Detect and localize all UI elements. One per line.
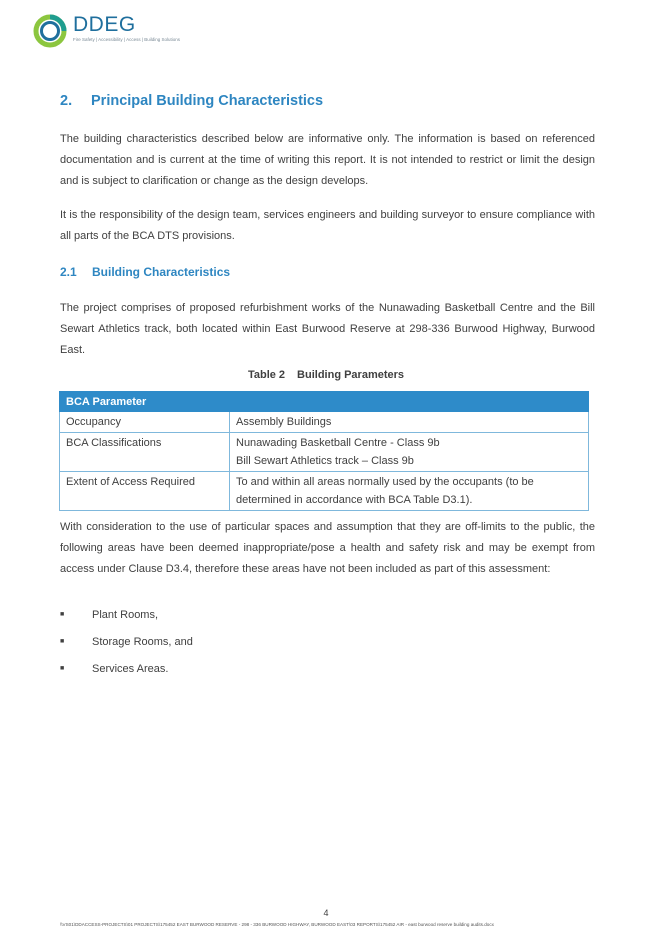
paragraph-responsibility: It is the responsibility of the design team, services engineers and building surveyor to ensure compliance with all parts of the BCA DTS provisions. bbox=[60, 209, 595, 242]
table-header-cell bbox=[230, 392, 589, 412]
table-header-cell: BCA Parameter bbox=[60, 392, 230, 412]
table-caption bbox=[0, 369, 652, 381]
table-cell-value bbox=[230, 412, 589, 433]
table-header-row bbox=[60, 392, 589, 412]
table-caption-title: Building Parameters bbox=[297, 369, 405, 381]
table-cell-line: Nunawading Basketball Centre - Class 9b bbox=[236, 437, 440, 449]
table-cell-line: To and within all areas normally used by the occupants (to be determined in accordance with BCA Table D3.1). bbox=[236, 476, 534, 506]
table-row bbox=[60, 433, 589, 472]
table-cell-parameter: Occupancy bbox=[60, 412, 230, 433]
logo-ring-icon bbox=[33, 14, 67, 48]
table-row bbox=[60, 472, 589, 511]
subsection-title: Building Characteristics bbox=[92, 265, 231, 279]
bullet-square-icon: ■ bbox=[60, 638, 65, 645]
table-cell-parameter: Extent of Access Required bbox=[60, 472, 230, 511]
table-cell-parameter: BCA Classifications bbox=[60, 433, 230, 472]
table-cell-value bbox=[230, 433, 589, 472]
subsection-heading bbox=[60, 265, 230, 279]
bullet-square-icon: ■ bbox=[60, 611, 65, 618]
list-item-text: Services Areas. bbox=[92, 663, 169, 675]
table-cell-value bbox=[230, 472, 589, 511]
section-number: 2. bbox=[60, 93, 73, 109]
table-cell-line: Assembly Buildings bbox=[236, 416, 332, 428]
section-heading bbox=[60, 93, 323, 109]
bullet-square-icon: ■ bbox=[60, 665, 65, 672]
page-number: 4 bbox=[323, 908, 329, 918]
list-item-text: Plant Rooms, bbox=[92, 609, 159, 621]
logo-name: DDEG bbox=[73, 13, 136, 36]
logo-tagline: Fire Safety | Accessibility | Access | Building Solutions bbox=[73, 37, 181, 42]
list-item-text: Storage Rooms, and bbox=[92, 636, 193, 648]
paragraph-informative: The building characteristics described below are informative only. The information is based on referenced documentation and is current at the time of writing this report. It is not intended to restrict or limit the design and is subject to clarification or change as the design develops. bbox=[60, 133, 595, 187]
company-logo bbox=[33, 14, 180, 50]
building-parameters-table bbox=[59, 391, 589, 511]
subsection-number: 2.1 bbox=[60, 265, 77, 279]
paragraph-project: The project comprises of proposed refurbishment works of the Nunawading Basketball Centre and the Bill Sewart Athletics track, both located within East Burwood Reserve at 298-336 Burwood Highway, Burwood East. bbox=[60, 302, 595, 356]
section-title: Principal Building Characteristics bbox=[91, 93, 324, 109]
paragraph-exemptions: With consideration to the use of particular spaces and assumption that they are off-limits to the public, the following areas have been deemed inappropriate/pose a health and safety risk and may be exempt from access under Clause D3.4, therefore these areas have not been included as part of this assessment: bbox=[60, 521, 595, 575]
logo-text bbox=[73, 14, 180, 43]
footer-file-path: \\VS01\DDACCESS-PROJECTS\01 PROJECTS\175452 EAST BURWOOD RESERVE - 298 - 336 BURWOOD HIGHWAY, BURWOOD EAST\03 REPORTS\175452 AIR - east burwood reserve building audits.docx bbox=[60, 922, 494, 927]
table-cell-line: Bill Sewart Athletics track – Class 9b bbox=[236, 455, 414, 467]
table-row bbox=[60, 412, 589, 433]
table-caption-label: Table 2 bbox=[247, 369, 286, 381]
